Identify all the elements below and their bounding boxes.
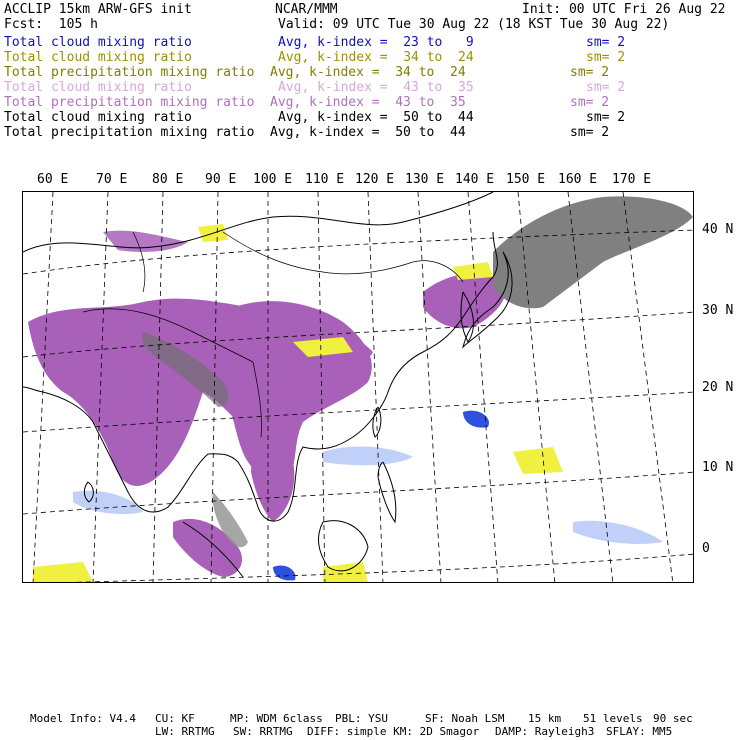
map-title: ACCLIP 15km ARW-GFS init <box>4 2 192 17</box>
model-version: Model Info: V4.4 <box>30 712 136 725</box>
legend-field: Total precipitation mixing ratio <box>4 125 255 140</box>
resolution: 15 km <box>528 712 562 725</box>
cloud-patch-yellow <box>323 562 368 583</box>
border-line <box>223 232 463 282</box>
legend-avg: Avg, k-index = 43 to 35 <box>270 95 466 110</box>
lat-label: 40 N <box>702 222 734 237</box>
longitude-line <box>368 192 383 583</box>
legend-sm: sm= 2 <box>570 95 610 110</box>
cloud-region-japan <box>493 196 693 308</box>
init-time: Init: 00 UTC Fri 26 Aug 22 <box>522 2 726 17</box>
lon-label: 170 E <box>612 172 652 187</box>
coastline-taiwan <box>373 407 381 437</box>
legend-sm: sm= 2 <box>570 125 610 140</box>
legend-field: Total cloud mixing ratio <box>4 35 192 50</box>
legend-field: Total cloud mixing ratio <box>4 50 192 65</box>
cloud-patch-lightblue <box>573 521 663 544</box>
legend-sm: sm= 2 <box>586 35 626 50</box>
cloud-patch-yellow <box>513 447 563 474</box>
time-step: 90 sec <box>653 712 693 725</box>
cloud-patch-blue <box>273 565 295 580</box>
legend-avg: Avg, k-index = 23 to 9 <box>278 35 474 50</box>
legend-field: Total precipitation mixing ratio <box>4 95 255 110</box>
legend-avg: Avg, k-index = 34 to 24 <box>278 50 474 65</box>
organization-label: NCAR/MMM <box>275 2 338 17</box>
longitude-line <box>468 192 498 583</box>
legend-sm: sm= 2 <box>586 80 626 95</box>
precip-region-indochina <box>251 438 294 522</box>
pbl-scheme: PBL: YSU <box>335 712 388 725</box>
lon-label: 60 E <box>37 172 69 187</box>
lon-label: 90 E <box>205 172 237 187</box>
lat-label: 0 <box>702 541 710 556</box>
legend-sm: sm= 2 <box>570 65 610 80</box>
damping-scheme: DAMP: Rayleigh3 <box>495 725 595 738</box>
vertical-levels: 51 levels <box>583 712 643 725</box>
cloud-patch-yellow <box>33 562 93 583</box>
legend-avg: Avg, k-index = 50 to 44 <box>278 110 474 125</box>
lon-label: 140 E <box>455 172 495 187</box>
lat-label: 20 N <box>702 380 734 395</box>
microphysics-scheme: MP: WDM 6class <box>230 712 323 725</box>
lon-label: 160 E <box>558 172 598 187</box>
lon-label: 100 E <box>253 172 293 187</box>
cumulus-scheme: CU: KF <box>155 712 195 725</box>
longitude-line <box>33 192 53 583</box>
legend-field: Total precipitation mixing ratio <box>4 65 255 80</box>
forecast-hour: Fcst: 105 h <box>4 17 98 32</box>
surface-scheme: SF: Noah LSM <box>425 712 505 725</box>
longwave-scheme: LW: RRTMG <box>155 725 215 738</box>
longitude-line <box>623 192 673 583</box>
lon-label: 80 E <box>152 172 184 187</box>
legend-field: Total cloud mixing ratio <box>4 110 192 125</box>
precip-region-west-pacific <box>103 231 188 252</box>
lon-label: 120 E <box>355 172 395 187</box>
lon-label: 70 E <box>96 172 128 187</box>
valid-time: Valid: 09 UTC Tue 30 Aug 22 (18 KST Tue 30 Aug 22) <box>278 17 670 32</box>
coastline-philippines <box>378 462 396 522</box>
cloud-fields <box>28 196 693 583</box>
legend-avg: Avg, k-index = 43 to 35 <box>278 80 474 95</box>
lon-label: 130 E <box>405 172 445 187</box>
surface-layer-scheme: SFLAY: MM5 <box>606 725 673 738</box>
legend-avg: Avg, k-index = 34 to 24 <box>270 65 466 80</box>
longitude-line <box>418 192 441 583</box>
lon-label: 110 E <box>305 172 345 187</box>
legend-avg: Avg, k-index = 50 to 44 <box>270 125 466 140</box>
lat-label: 30 N <box>702 303 734 318</box>
cloud-patch-lightblue <box>323 447 413 466</box>
map-canvas <box>23 192 694 583</box>
legend-field: Total cloud mixing ratio <box>4 80 192 95</box>
legend-sm: sm= 2 <box>586 50 626 65</box>
lon-label: 150 E <box>506 172 546 187</box>
shortwave-scheme: SW: RRTMG <box>233 725 293 738</box>
legend-sm: sm= 2 <box>586 110 626 125</box>
cloud-patch-lightblue <box>73 491 143 514</box>
lat-label: 10 N <box>702 460 734 475</box>
map-panel[interactable] <box>22 191 694 583</box>
diffusion-scheme: DIFF: simple KM: 2D Smagor <box>307 725 480 738</box>
